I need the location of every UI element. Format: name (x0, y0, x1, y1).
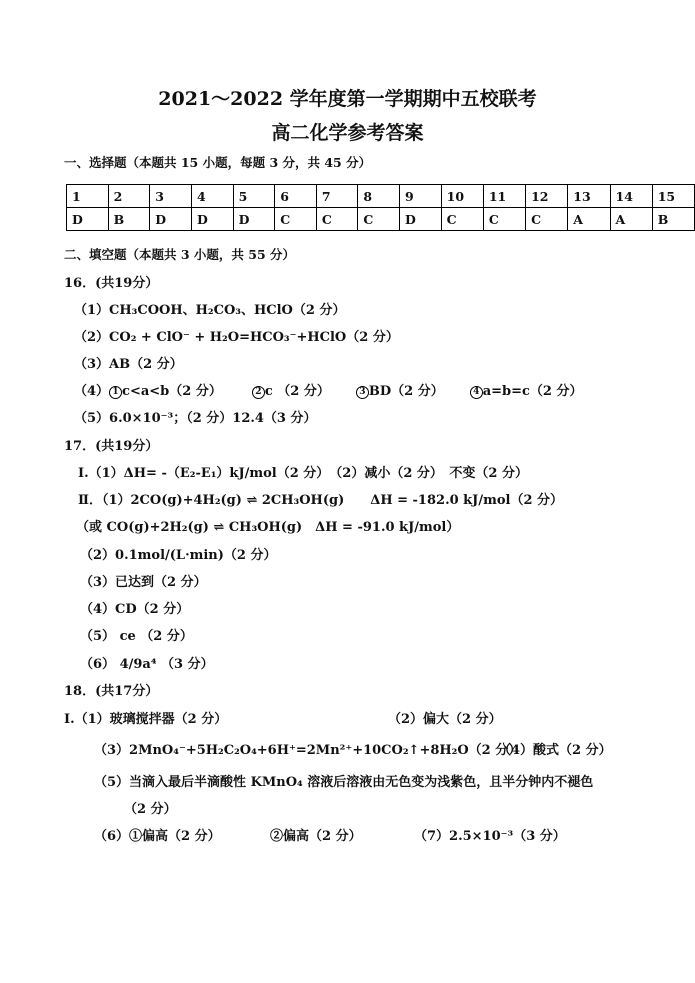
table-cell: B (652, 208, 694, 231)
q16-answer-4d: a=b=c（2 分） (482, 384, 583, 399)
q17-part1-answers: Ⅰ.（1）ΔH= -（E₂-E₁）kJ/mol（2 分） （2）减小（2 分） 不变（2 分） (78, 466, 528, 481)
q18-answer-6b: ②偏高（2 分） (270, 829, 362, 844)
table-cell: 10 (441, 185, 483, 208)
table-cell: 5 (233, 185, 275, 208)
page-subtitle: 高二化学参考答案 (271, 122, 424, 144)
q18-answer-3: （3）2MnO₄⁻+5H₂C₂O₄+6H⁺=2Mn²⁺+10CO₂↑+8H₂O（2 分） (94, 743, 522, 758)
q18-title: 18．(共17分） (64, 684, 159, 699)
table-cell: D (399, 208, 441, 231)
table-cell: C (526, 208, 568, 231)
q16-answer-4 (74, 380, 583, 399)
circled-number-4: 4 (470, 386, 483, 399)
table-cell: B (108, 208, 150, 231)
q18-answer-5: （5）当滴入最后半滴酸性 KMnO₄ 溶液后溶液由无色变为浅紫色，且半分钟内不褪色 (94, 775, 594, 790)
table-cell: C (483, 208, 525, 231)
q16-answer-2: （2）CO₂ + ClO⁻ + H₂O=HCO₃⁻+HClO（2 分） (74, 330, 399, 345)
q16-answer-4a: c<a<b（2 分） (122, 384, 222, 399)
table-cell: 1 (67, 185, 109, 208)
q17-answer-3: （3）已达到（2 分） (80, 575, 207, 590)
table-cell: 12 (526, 185, 568, 208)
table-cell: 4 (191, 185, 233, 208)
table-cell: 2 (108, 185, 150, 208)
table-cell: 15 (652, 185, 694, 208)
table-cell: C (275, 208, 317, 231)
table-cell: A (610, 208, 652, 231)
choice-answer-table (66, 184, 695, 231)
q16-answer-3: （3）AB（2 分） (74, 357, 183, 372)
q16-answer-4-prefix: （4） (74, 384, 110, 399)
q16-answer-1: （1）CH₃COOH、H₂CO₃、HClO（2 分） (74, 303, 346, 318)
q17-answer-5: （5） ce （2 分） (80, 629, 193, 644)
q16-title: 16．(共19分） (64, 276, 159, 291)
table-cell: 11 (483, 185, 525, 208)
q18-answer-5-score: （2 分） (124, 802, 177, 817)
q17-answer-6: （6） 4/9a⁴ （3 分） (80, 657, 214, 672)
q17-part2-answer-1: Ⅱ．（1）2CO(g)+4H₂(g) ⇌ 2CH₃OH(g) ΔH = -182.0 kJ/mol（2 分） (78, 493, 564, 508)
q17-answer-2: （2）0.1mol/(L·min)（2 分） (80, 548, 277, 563)
table-cell: D (233, 208, 275, 231)
table-cell: C (358, 208, 400, 231)
circled-number-1: 1 (109, 386, 122, 399)
q18-answer-2: （2）偏大（2 分） (388, 712, 502, 727)
table-cell: D (191, 208, 233, 231)
page-title: 2021～2022 学年度第一学期期中五校联考 (158, 88, 537, 110)
table-cell: 14 (610, 185, 652, 208)
q18-answer-6a: （6）①偏高（2 分） (94, 829, 221, 844)
q16-answer-5: （5）6.0×10⁻³；（2 分）12.4（3 分） (74, 411, 317, 426)
table-cell: 9 (399, 185, 441, 208)
table-row-answers (67, 208, 695, 231)
table-cell: C (441, 208, 483, 231)
table-cell: D (150, 208, 192, 231)
q17-answer-4: （4）CD（2 分） (80, 602, 190, 617)
table-cell: 7 (316, 185, 358, 208)
circled-number-2: 2 (252, 386, 265, 399)
table-cell: A (568, 208, 610, 231)
q18-answer-7: （7）2.5×10⁻³（3 分） (414, 829, 566, 844)
q16-answer-4c: BD（2 分） (368, 384, 444, 399)
table-cell: 13 (568, 185, 610, 208)
table-row-numbers (67, 185, 695, 208)
q17-title: 17．(共19分） (64, 439, 159, 454)
table-cell: 6 (275, 185, 317, 208)
table-cell: D (67, 208, 109, 231)
section2-heading: 二、填空题（本题共 3 小题，共 55 分） (64, 247, 296, 262)
q18-answer-4: （4）酸式（2 分） (498, 743, 612, 758)
q18-answer-1: I.（1）玻璃搅拌器（2 分） (64, 712, 228, 727)
q17-part2-answer-1-alt: （或 CO(g)+2H₂(g) ⇌ CH₃OH(g) ΔH = -91.0 kJ/mol） (76, 520, 460, 535)
table-cell: 8 (358, 185, 400, 208)
circled-number-3: 3 (356, 386, 369, 399)
q16-answer-4b: c （2 分） (264, 384, 330, 399)
table-cell: 3 (150, 185, 192, 208)
table-cell: C (316, 208, 358, 231)
section1-heading: 一、选择题（本题共 15 小题，每题 3 分，共 45 分） (64, 155, 372, 170)
